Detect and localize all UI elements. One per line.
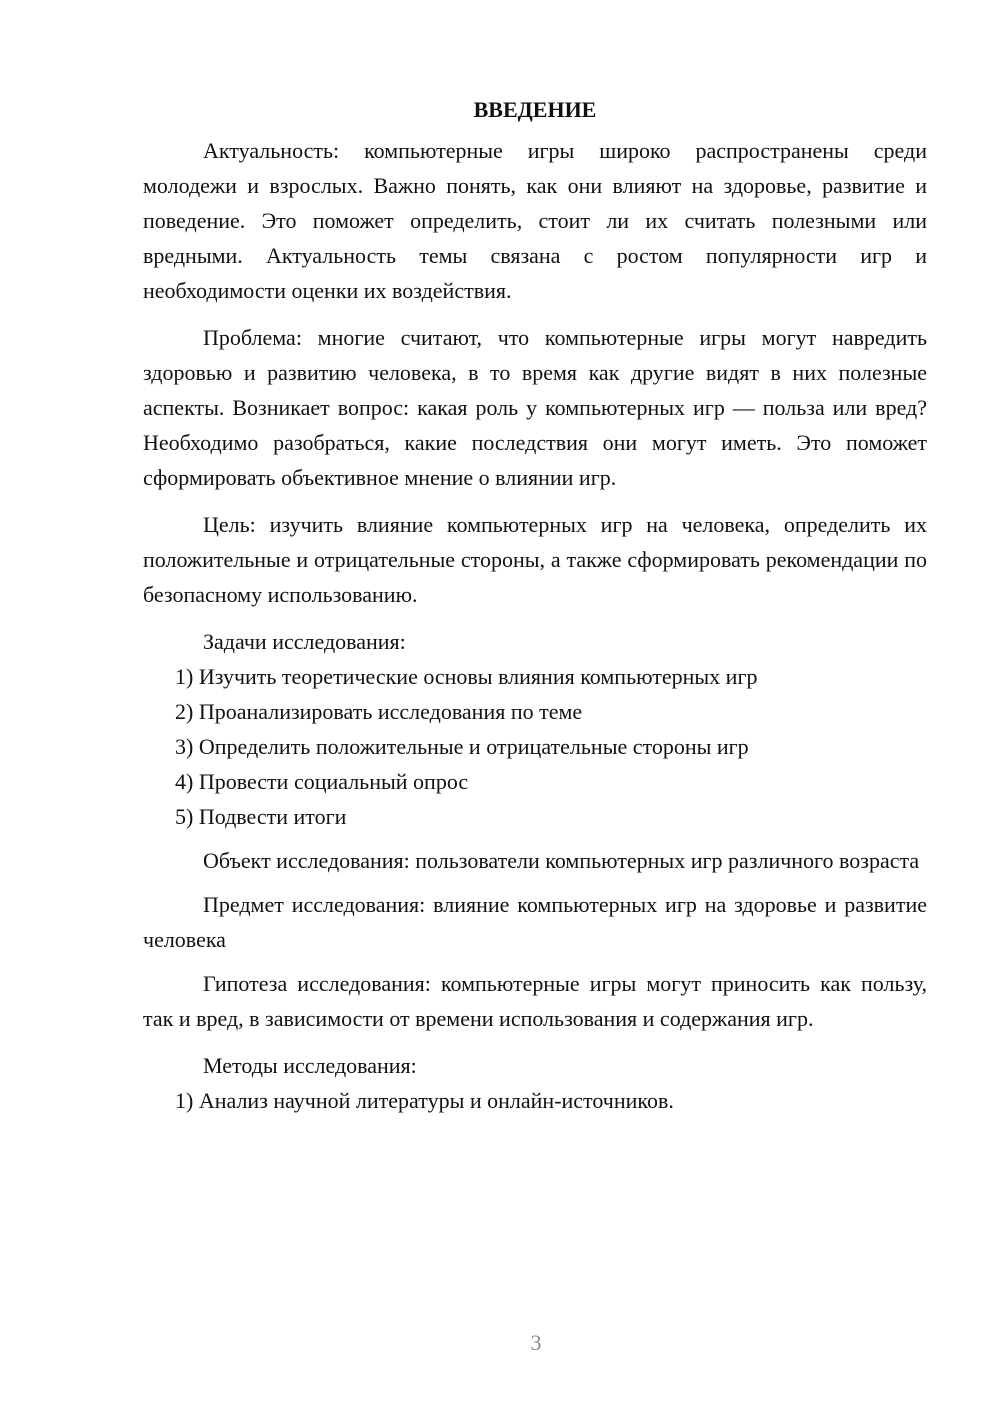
page-number: 3 <box>530 1330 542 1355</box>
list-item: 4) Провести социальный опрос <box>175 769 469 794</box>
paragraph-relevance: Актуальность: компьютерные игры широко распространены среди молодежи и взрослых. Важно понять, как они влияют на здоровье, развитие и поведение. Это поможет определить, стоит ли их считать полезными или вредными. Актуальность темы связана с ростом популярности игр и необходимости оценки их воздействия. <box>143 138 927 303</box>
tasks-list <box>143 659 927 834</box>
list-item: 1) Анализ научной литературы и онлайн-источников. <box>175 1088 674 1113</box>
paragraph-goal: Цель: изучить влияние компьютерных игр на человека, определить их положительные и отрицательные стороны, а также сформировать рекомендации по безопасному использованию. <box>143 512 927 607</box>
paragraph-problem: Проблема: многие считают, что компьютерные игры могут навредить здоровью и развитию человека, в то время как другие видят в них полезные аспекты. Возникает вопрос: какая роль у компьютерных игр — польза или вред? Необходимо разобраться, какие последствия они могут иметь. Это поможет сформировать объективное мнение о влиянии игр. <box>143 325 927 490</box>
list-item: 5) Подвести итоги <box>175 804 347 829</box>
methods-list <box>143 1083 927 1118</box>
paragraph-subject: Предмет исследования: влияние компьютерных игр на здоровье и развитие человека <box>143 892 927 952</box>
page-content <box>143 92 927 1118</box>
tasks-heading: Задачи исследования: <box>203 629 406 654</box>
list-item: 2) Проанализировать исследования по теме <box>175 699 583 724</box>
methods-heading: Методы исследования: <box>203 1053 417 1078</box>
page-title: ВВЕДЕНИЕ <box>473 97 597 122</box>
list-item: 3) Определить положительные и отрицательные стороны игр <box>175 734 749 759</box>
paragraph-object: Объект исследования: пользователи компьютерных игр различного возраста <box>203 848 920 873</box>
list-item: 1) Изучить теоретические основы влияния компьютерных игр <box>175 664 758 689</box>
paragraph-hypothesis: Гипотеза исследования: компьютерные игры могут приносить как пользу, так и вред, в зависимости от времени использования и содержания игр. <box>143 971 927 1031</box>
